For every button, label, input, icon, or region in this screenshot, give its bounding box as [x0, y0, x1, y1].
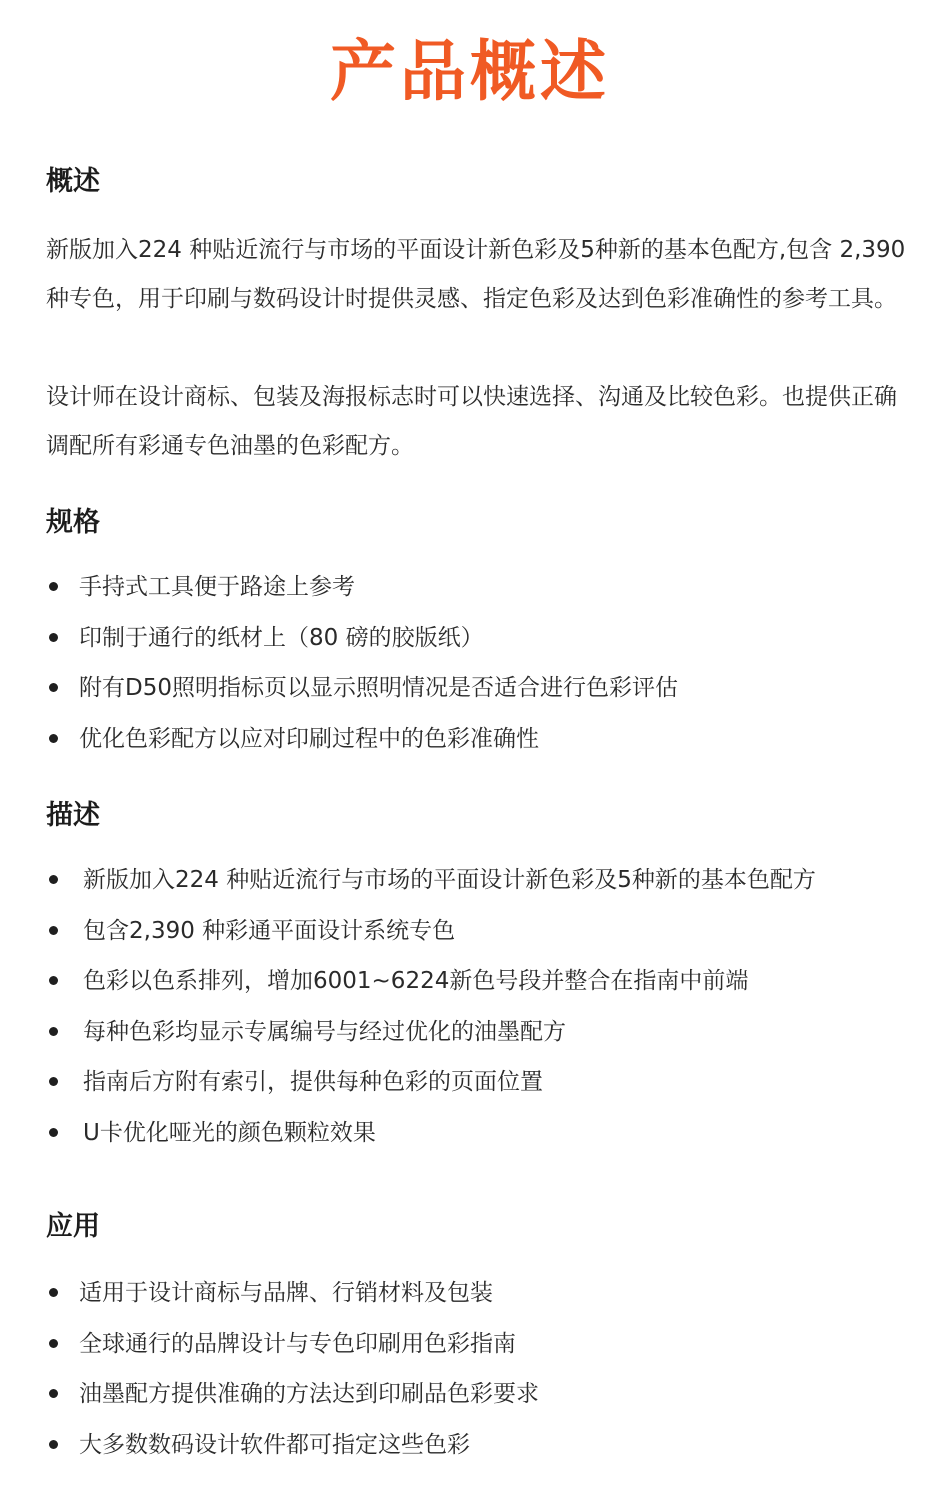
list-item: 印制于通行的纸材上（80 磅的胶版纸） [46, 613, 906, 664]
list-item: 手持式工具便于路途上参考 [46, 562, 906, 613]
description-list [46, 855, 906, 1159]
overview-heading: 概述 [46, 166, 100, 197]
list-item: 适用于设计商标与品牌、行销材料及包装 [46, 1268, 906, 1319]
bullet-dot-icon [49, 1027, 58, 1036]
bullet-dot-icon [49, 1128, 58, 1137]
list-item: 色彩以色系排列，增加6001~6224新色号段并整合在指南中前端 [46, 956, 906, 1007]
list-item: U卡优化哑光的颜色颗粒效果 [46, 1108, 906, 1159]
list-item: 大多数数码设计软件都可指定这些色彩 [46, 1420, 906, 1471]
specs-heading: 规格 [46, 507, 100, 538]
overview-paragraph-2: 设计师在设计商标、包装及海报标志时可以快速选择、沟通及比较色彩。也提供正确调配所有彩通专色油墨的色彩配方。 [46, 384, 897, 459]
list-item: 包含2,390 种彩通平面设计系统专色 [46, 906, 906, 957]
list-item: 指南后方附有索引，提供每种色彩的页面位置 [46, 1057, 906, 1108]
list-item: 全球通行的品牌设计与专色印刷用色彩指南 [46, 1319, 906, 1370]
specs-list [46, 562, 906, 764]
applications-list [46, 1268, 906, 1470]
list-item: 油墨配方提供准确的方法达到印刷品色彩要求 [46, 1369, 906, 1420]
list-item: 优化色彩配方以应对印刷过程中的色彩准确性 [46, 714, 906, 765]
overview-paragraph-1: 新版加入224 种贴近流行与市场的平面设计新色彩及5种新的基本色配方,包含 2,390 种专色，用于印刷与数码设计时提供灵感、指定色彩及达到色彩准确性的参考工具。 [46, 237, 906, 312]
bullet-dot-icon [49, 1440, 58, 1449]
list-item: 附有D50照明指标页以显示照明情况是否适合进行色彩评估 [46, 663, 906, 714]
page-title: 产品概述 [330, 33, 610, 110]
applications-heading: 应用 [46, 1211, 100, 1242]
bullet-dot-icon [49, 875, 58, 884]
bullet-dot-icon [49, 1288, 58, 1297]
bullet-dot-icon [49, 734, 58, 743]
bullet-dot-icon [49, 1339, 58, 1348]
list-item: 每种色彩均显示专属编号与经过优化的油墨配方 [46, 1007, 906, 1058]
bullet-dot-icon [49, 633, 58, 642]
description-heading: 描述 [46, 800, 100, 831]
bullet-dot-icon [49, 926, 58, 935]
list-item: 新版加入224 种贴近流行与市场的平面设计新色彩及5种新的基本色配方 [46, 855, 906, 906]
bullet-dot-icon [49, 582, 58, 591]
